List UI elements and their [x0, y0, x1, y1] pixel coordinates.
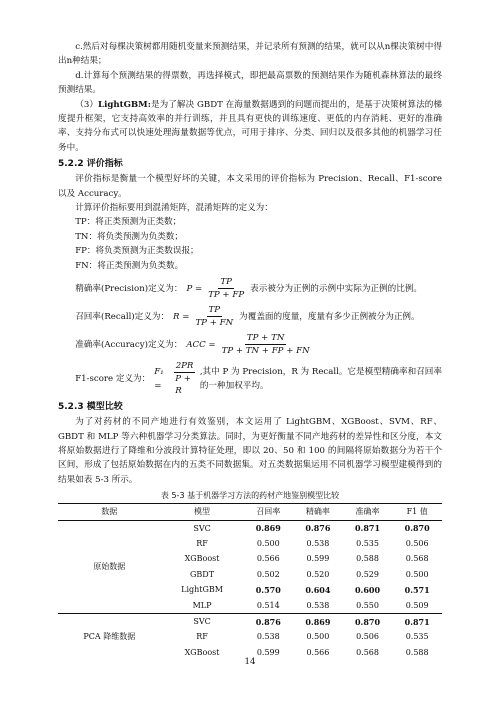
precision-lhs: P = [186, 283, 203, 294]
value-cell: 0.506 [405, 539, 429, 549]
precision-label: 精确率(Precision)定义为： [75, 283, 183, 294]
value-cell: 0.571 [404, 584, 430, 595]
precision-denominator: TP + FP [208, 290, 245, 301]
header-model: 模型 [194, 507, 211, 517]
recall-fraction [193, 304, 235, 329]
recall-label: 召回率(Recall)定义为： [75, 311, 170, 322]
model-cell: RF [196, 539, 208, 549]
recall-desc: 为覆盖面的度量，度量有多少正例被分为正例。 [239, 311, 420, 322]
model-cell: MLP [192, 600, 212, 610]
value-cell: 0.869 [255, 523, 281, 534]
f1-formula [58, 360, 442, 397]
value-cell: 0.509 [405, 600, 429, 610]
accuracy-denominator: TP + TN + FP + FN [221, 346, 310, 357]
group-label: 原始数据 [93, 562, 126, 572]
accuracy-fraction [220, 332, 312, 357]
model-cell: RF [196, 632, 208, 642]
header-data: 数据 [101, 507, 118, 517]
f1-fraction [173, 360, 196, 397]
def-fn: FN：将正类预测为负类数。 [75, 260, 184, 271]
lightgbm-text: 是为了解决 GBDT 在海量数据遇到的问题而提出的，是基于决策树算法的梯度提升框架，它支持高效率的并行训练，并且具有更快的训练速度、更低的内存消耗、更好的准确率、支持分布式可以快速处理海量数据等优点，可用于排序、分类、回归以及很多其他的机器学习任务中。 [58, 99, 442, 153]
f1-numerator: 2PR [175, 361, 194, 372]
paragraph-d: d.计算每个预测结果的得票数，再选择模式，即把最高票数的预测结果作为随机森林算法的最终预测结果。 [58, 70, 442, 96]
section-title-522: 5.2.2 评价指标 [58, 159, 123, 170]
header-precision: 精确率 [305, 507, 330, 517]
value-cell: 0.876 [305, 523, 331, 534]
accuracy-numerator: TP + TN [246, 333, 285, 344]
table-header-row [58, 504, 442, 520]
table-body [58, 520, 442, 660]
value-cell: 0.514 [256, 600, 280, 610]
model-cell: GBDT [190, 569, 215, 579]
value-cell: 0.550 [356, 600, 379, 610]
def-fp: FP：将负类预测为正类数误报； [75, 246, 199, 257]
value-cell: 0.568 [356, 647, 379, 657]
value-cell: 0.520 [306, 569, 330, 579]
value-cell: 0.870 [354, 616, 381, 627]
value-cell: 0.588 [405, 647, 429, 657]
section-title-523: 5.2.3 模型比较 [58, 402, 123, 413]
value-cell: 0.600 [354, 584, 381, 595]
recall-lhs: R = [173, 311, 190, 322]
paragraph-c: c.然后对每棵决策树都用随机变量来预测结果，并记录所有预测的结果，就可以从n棵决策树中得出n种结果； [58, 42, 442, 67]
precision-formula [58, 276, 442, 301]
precision-desc: 表示被分为正例的示例中实际为正例的比例。 [250, 283, 423, 294]
value-cell: 0.870 [404, 523, 430, 534]
value-cell: 0.506 [356, 632, 379, 642]
precision-fraction [206, 276, 246, 301]
value-cell: 0.871 [354, 523, 381, 534]
value-cell: 0.871 [404, 616, 430, 627]
value-cell: 0.538 [256, 632, 280, 642]
value-cell: 0.599 [306, 554, 330, 564]
value-cell: 0.538 [306, 539, 330, 549]
recall-formula [58, 304, 442, 329]
model-cell: XGBoost [184, 647, 220, 657]
value-cell: 0.502 [256, 569, 280, 579]
value-cell: 0.529 [356, 569, 379, 579]
value-cell: 0.500 [405, 569, 429, 579]
paragraph-lightgbm [58, 98, 442, 156]
table-row [58, 520, 442, 536]
value-cell: 0.500 [256, 539, 280, 549]
value-cell: 0.566 [306, 647, 330, 657]
value-cell: 0.599 [256, 647, 280, 657]
f1-lhs: F₁ = [154, 366, 164, 391]
table-row [58, 613, 442, 629]
model-cell: XGBoost [184, 554, 220, 564]
value-cell: 0.588 [356, 554, 379, 564]
header-f1: F1 值 [406, 507, 428, 517]
value-cell: 0.535 [405, 632, 429, 642]
value-cell: 0.570 [255, 584, 281, 595]
header-accuracy: 准确率 [355, 507, 380, 517]
model-cell: LightGBM [181, 585, 223, 595]
value-cell: 0.566 [256, 554, 280, 564]
value-cell: 0.500 [306, 632, 330, 642]
page-number: 14 [244, 657, 256, 667]
value-cell: 0.604 [305, 584, 331, 595]
page-body [58, 40, 442, 660]
group-label: PCA 降维数据 [83, 632, 136, 642]
accuracy-lhs: ACC = [186, 339, 216, 350]
value-cell: 0.869 [305, 616, 331, 627]
lightgbm-term: LightGBM: [98, 99, 151, 110]
f1-desc: ,其中 P 为 Precision，R 为 Recall。它是模型精确率和召回率的一种加权平均。 [199, 366, 442, 391]
header-recall: 召回率 [256, 507, 281, 517]
f1-label: F1-score 定义为： [75, 373, 151, 384]
value-cell: 0.876 [255, 616, 281, 627]
model-comparison-text: 为了对药材的不同产地进行有效鉴别，本文运用了 LightGBM、XGBoost、SVM、RF、GBDT 和 MLP 等六种机器学习分类算法。同时，为更好衡量不同产地药材的差异性和区分度，本文将原始数据进行了降维和分波段计算特征处理，即以 20、50 和 100 的间隔将原始数据分为若干个区间，形成了包括原始数据在内的五类不同数据集。对五类数据集运用不同机器学习模型建模得到的结果如表 5-3 所示。 [58, 417, 442, 485]
model-comparison-table [58, 503, 442, 660]
model-cell: SVC [193, 617, 211, 627]
metrics-intro: 评价指标是衡量一个模型好坏的关键，本文采用的评价指标为 Precision、Recall、F1-score 以及 Accuracy。 [58, 174, 442, 199]
confusion-intro: 计算评价指标要用到混淆矩阵，混淆矩阵的定义为： [75, 203, 273, 214]
value-cell: 0.535 [356, 539, 379, 549]
value-cell: 0.538 [306, 600, 330, 610]
model-cell: SVC [193, 523, 211, 533]
def-tp: TP：将正类预测为正类数； [75, 217, 182, 228]
table-caption: 表 5-3 基于机器学习方法的药材产地鉴别模型比较 [160, 491, 340, 501]
recall-numerator: TP [208, 305, 221, 316]
accuracy-label: 准确率(Accuracy)定义为： [75, 339, 183, 350]
recall-denominator: TP + FN [195, 318, 234, 329]
accuracy-formula [58, 332, 442, 357]
f1-denominator: P + R [175, 374, 192, 397]
lightgbm-prefix: （3） [75, 99, 99, 110]
value-cell: 0.568 [405, 554, 429, 564]
precision-numerator: TP [220, 277, 232, 288]
def-tn: TN：将负类预测为负类数； [75, 231, 183, 242]
